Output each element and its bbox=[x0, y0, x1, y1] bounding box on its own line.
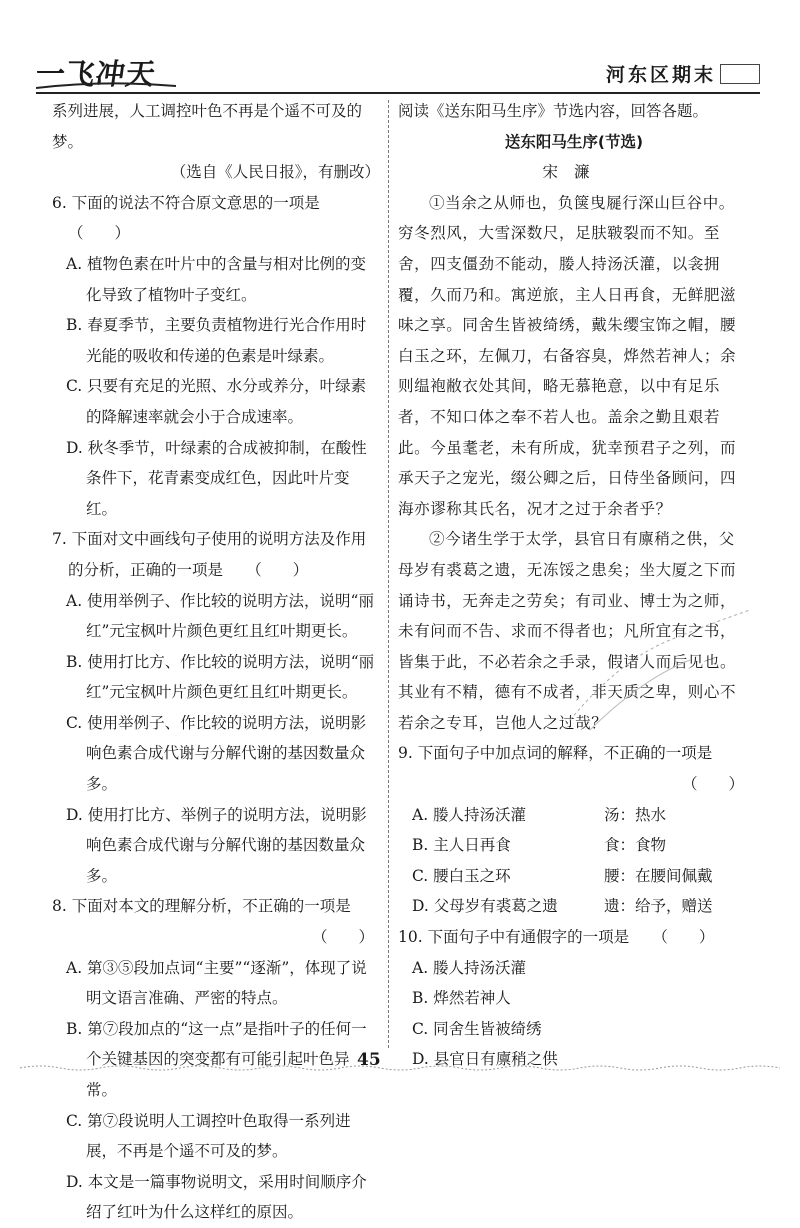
option-c: C. 只要有充足的光照、水分或养分，叶绿素的降解速率就会小于合成速率。 bbox=[66, 377, 367, 426]
option-a: A. 媵人持汤沃灌 汤：热水 bbox=[412, 805, 667, 824]
header-badge-icon bbox=[720, 64, 760, 84]
question-stem: 10. 下面句子中有通假字的一项是 （ ） bbox=[398, 928, 715, 947]
question-stem: 6. 下面的说法不符合原文意思的一项是（ ） bbox=[52, 193, 320, 243]
exam-region-label: 河东区期末 bbox=[605, 64, 716, 86]
passage-title: 送东阳马生序(节选) bbox=[504, 132, 644, 151]
option-d: D. 父母岁有裘葛之遗 遗：给予，赠送 bbox=[412, 897, 713, 916]
option-d: D. 县官日有廪稍之供 bbox=[412, 1050, 558, 1069]
page-number: 45 bbox=[357, 1050, 381, 1070]
option-b: B. 使用打比方、作比较的说明方法，说明“丽红”元宝枫叶片颜色更红且红叶期更长。 bbox=[66, 652, 375, 702]
option-c: C. 腰白玉之环 腰：在腰间佩戴 bbox=[412, 866, 713, 885]
question-7 bbox=[52, 524, 380, 891]
passage-author: 宋濂 bbox=[542, 163, 606, 182]
option-a: A. 使用举例子、作比较的说明方法，说明“丽红”元宝枫叶片颜色更红且红叶期更长。 bbox=[66, 591, 374, 641]
passage-paragraph-1: ①当余之从师也，负箧曳屣行深山巨谷中。穷冬烈风，大雪深数尺，足肤皲裂而不知。至舍，四支僵劲不能动，媵人持汤沃灌，以衾拥覆，久而乃和。寓逆旅，主人日再食，无鲜肥滋味之享。同舍生皆被绮绣，戴朱缨宝饰之帽，腰白玉之环，左佩刀，右备容臭，烨然若神人；余则缊袍敝衣处其间，略无慕艳意，以中有足乐者，不知口体之奉不若人也。盖余之勤且艰若此。今虽耄老，未有所成，犹幸预君子之列，而承天子之宠光，缀公卿之后，日侍坐备顾问，四海亦谬称其氏名，况才之过于余者乎？ bbox=[398, 193, 737, 518]
question-6 bbox=[52, 188, 380, 525]
option-a: A. 媵人持汤沃灌 bbox=[412, 958, 527, 977]
left-column bbox=[52, 96, 380, 1228]
series-logo: 一飞冲天 bbox=[33, 57, 159, 91]
question-8 bbox=[52, 891, 380, 1228]
reading-instruction: 阅读《送东阳马生序》节选内容，回答各题。 bbox=[398, 102, 709, 120]
option-b: B. 春夏季节，主要负责植物进行光合作用时光能的吸收和传递的色素是叶绿素。 bbox=[66, 316, 367, 365]
option-b: B. 烨然若神人 bbox=[412, 989, 511, 1008]
question-stem: 8. 下面对本文的理解分析，不正确的一项是 bbox=[52, 897, 351, 916]
option-d: D. 秋冬季节，叶绿素的合成被抑制，在酸性条件下，花青素变成红色，因此叶片变红。 bbox=[66, 438, 367, 518]
header-rule bbox=[36, 92, 760, 94]
question-stem: 9. 下面句子中加点词的解释，不正确的一项是 bbox=[398, 744, 713, 763]
option-a: A. 第③⑤段加点词“主要”“逐渐”，体现了说明文语言准确、严密的特点。 bbox=[66, 958, 367, 1008]
question-stem: 7. 下面对文中画线句子使用的说明方法及作用的分析，正确的一项是 （ ） bbox=[52, 530, 367, 579]
logo-swoosh-icon bbox=[36, 82, 176, 90]
option-c: C. 第⑦段说明人工调控叶色取得一系列进展，不再是个遥不可及的梦。 bbox=[66, 1111, 351, 1161]
option-d: D. 使用打比方、举例子的说明方法，说明影响色素合成代谢与分解代谢的基因数量众多。 bbox=[66, 805, 367, 885]
option-b: B. 主人日再食 食：食物 bbox=[412, 836, 667, 855]
question-9 bbox=[398, 738, 750, 922]
right-column bbox=[398, 96, 750, 1075]
column-divider bbox=[388, 100, 389, 1048]
option-c: C. 使用举例子、作比较的说明方法，说明影响色素合成代谢与分解代谢的基因数量众多。 bbox=[66, 713, 367, 794]
option-a: A. 植物色素在叶片中的含量与相对比例的变化导致了植物叶子变红。 bbox=[66, 254, 367, 304]
watermark-scribble-icon bbox=[560, 600, 760, 740]
option-b: B. 第⑦段加点的“这一点”是指叶子的任何一个关键基因的突变都有可能引起叶色异常。 bbox=[66, 1019, 367, 1099]
question-10 bbox=[398, 922, 750, 1075]
passage-paragraph-2: ②今诸生学于太学，县官日有廪稍之供，父母岁有裘葛之遗，无冻馁之患矣；坐大厦之下而诵诗书，无奔走之劳矣；有司业、博士为之师，未有问而不告、求而不得者也；凡所宜有之书，皆集于此，不必若余之手录，假诸人而后见也。其业有不精，德有不成者，非天质之卑，则心不若余之专耳，岂他人之过哉？ bbox=[398, 530, 737, 732]
passage-tail: 系列进展，人工调控叶色不再是个遥不可及的梦。 bbox=[52, 102, 363, 151]
source-note: （选自《人民日报》，有删改） bbox=[170, 163, 380, 182]
option-d: D. 本文是一篇事物说明文，采用时间顺序介绍了红叶为什么这样红的原因。 bbox=[66, 1172, 367, 1222]
answer-paren: （ ） bbox=[681, 775, 744, 794]
option-c: C. 同舍生皆被绮绣 bbox=[412, 1019, 542, 1038]
page-header bbox=[33, 52, 760, 91]
answer-paren: （ ） bbox=[311, 928, 374, 947]
footer-wave-rule bbox=[20, 1064, 780, 1072]
